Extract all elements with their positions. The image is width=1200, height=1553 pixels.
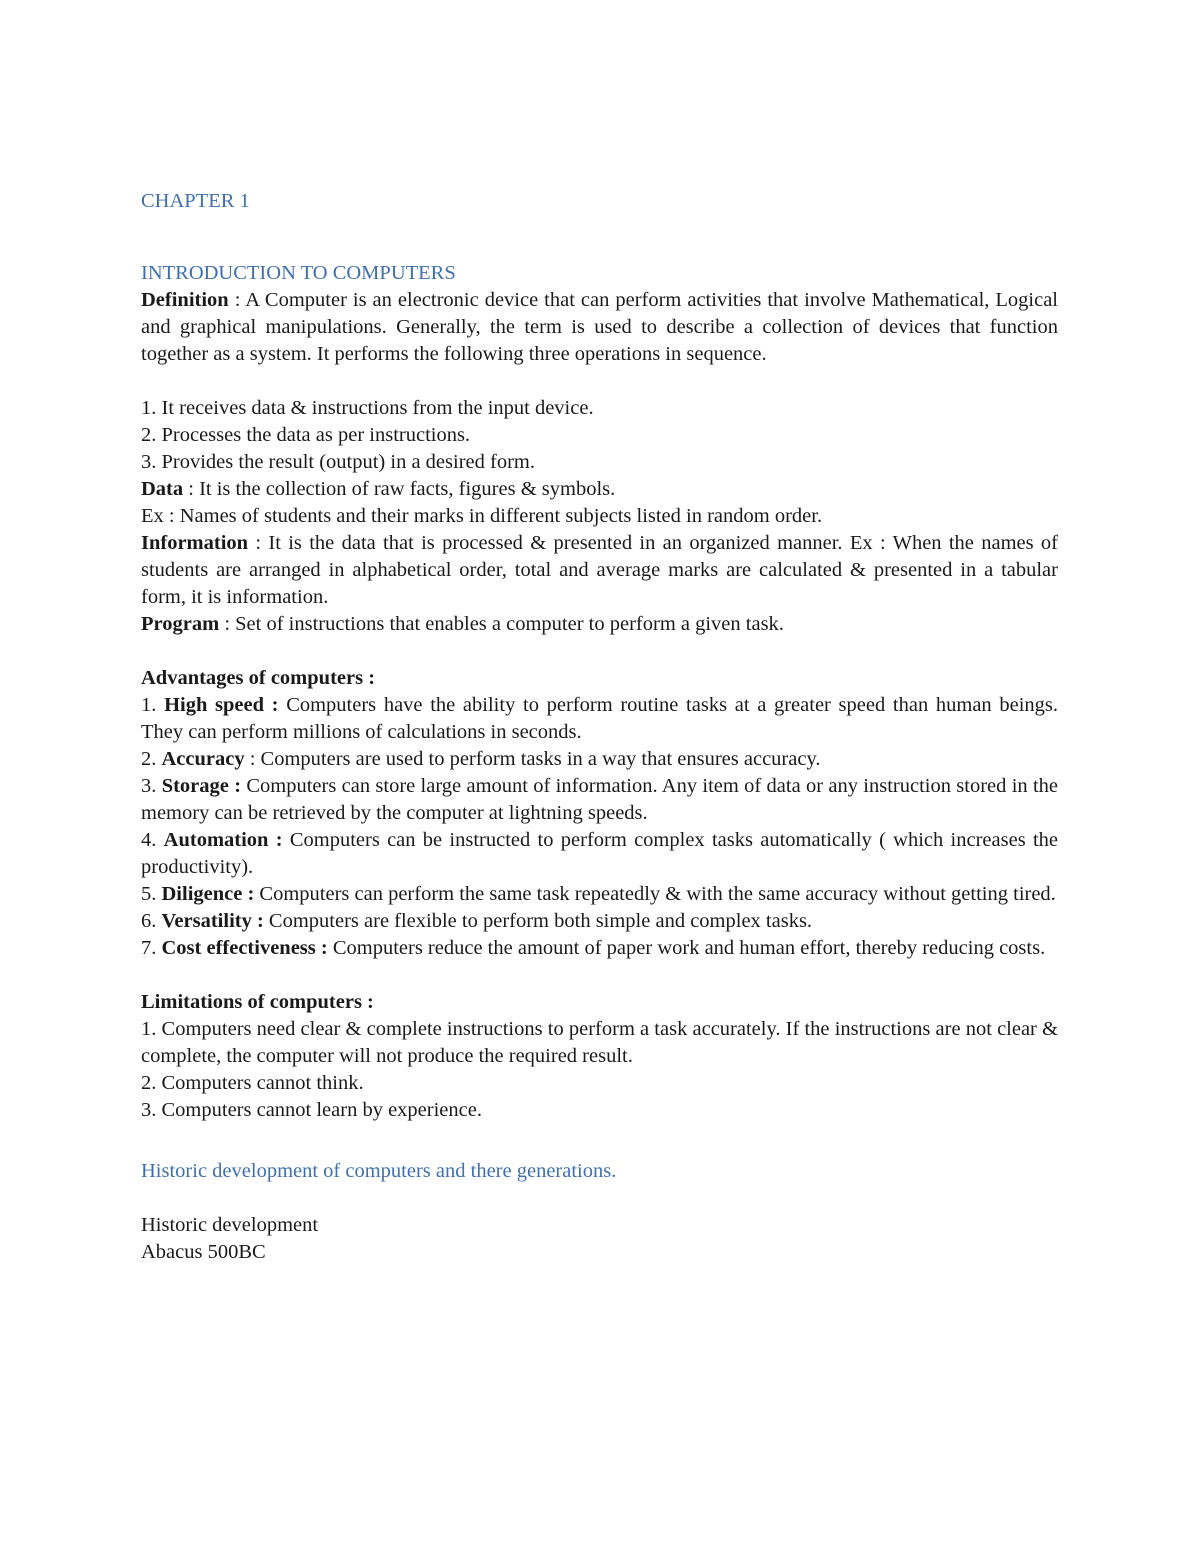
limitations-heading-text: Limitations of computers : — [141, 991, 374, 1013]
page-title: INTRODUCTION TO COMPUTERS — [141, 262, 456, 284]
information-definition — [141, 530, 1058, 611]
limitation-item: 2. Computers cannot think. — [141, 1072, 364, 1094]
information-text: : It is the data that is processed & presented in an organized manner. Ex : When the names of students are arranged in alphabetical order, total and average marks are calculated & presented in a tabular form, it is information. — [141, 532, 1058, 608]
advantage-text: Computers reduce the amount of paper work and human effort, thereby reducing costs. — [327, 937, 1046, 959]
advantage-text: Computers are flexible to perform both simple and complex tasks. — [263, 910, 813, 932]
advantage-item — [141, 692, 1058, 746]
advantage-term: High speed : — [164, 694, 279, 716]
operation-item: 3. Provides the result (output) in a desired form. — [141, 451, 535, 473]
advantages-heading-text: Advantages of computers : — [141, 667, 376, 689]
advantage-term: Diligence : — [161, 883, 255, 905]
advantage-term: Storage : — [161, 775, 242, 797]
advantage-text: : Computers are used to perform tasks in a way that ensures accuracy. — [244, 748, 821, 770]
operation-item: 1. It receives data & instructions from the input device. — [141, 397, 594, 419]
advantage-number: 6. — [141, 910, 162, 932]
history-subheading: Historic development — [141, 1214, 319, 1236]
advantage-text: Computers can perform the same task repeatedly & with the same accuracy without getting tired. — [254, 883, 1056, 905]
advantage-item — [141, 827, 1058, 881]
history-heading: Historic development of computers and there generations. — [141, 1160, 617, 1182]
advantages-heading — [141, 665, 1058, 692]
advantage-item — [141, 908, 1058, 935]
advantage-number: 7. — [141, 937, 162, 959]
data-term: Data — [141, 478, 184, 500]
document-page — [141, 188, 1058, 1266]
data-text: : It is the collection of raw facts, figures & symbols. — [183, 478, 616, 500]
limitation-item: 1. Computers need clear & complete instructions to perform a task accurately. If the instructions are not clear & complete, the computer will not produce the required result. — [141, 1018, 1058, 1067]
data-example: Ex : Names of students and their marks in different subjects listed in random order. — [141, 505, 823, 527]
advantage-item — [141, 773, 1058, 827]
information-term: Information — [141, 532, 249, 554]
advantage-number: 2. — [141, 748, 162, 770]
operation-item: 2. Processes the data as per instructions. — [141, 424, 471, 446]
advantage-item — [141, 935, 1058, 962]
limitations-heading — [141, 989, 1058, 1016]
advantage-number: 1. — [141, 694, 165, 716]
advantage-term: Automation : — [163, 829, 283, 851]
chapter-label: CHAPTER 1 — [141, 190, 250, 212]
advantage-term: Accuracy — [161, 748, 245, 770]
advantage-text: Computers can store large amount of information. Any item of data or any instruction stored in the memory can be retrieved by the computer at lightning speeds. — [141, 775, 1059, 824]
program-term: Program — [141, 613, 220, 635]
advantage-term: Versatility : — [161, 910, 264, 932]
definition-term: Definition — [141, 289, 229, 311]
advantage-term: Cost effectiveness : — [161, 937, 328, 959]
history-item: Abacus 500BC — [141, 1241, 266, 1263]
limitation-item: 3. Computers cannot learn by experience. — [141, 1099, 482, 1121]
advantage-number: 5. — [141, 883, 162, 905]
advantage-item — [141, 881, 1058, 908]
program-definition — [141, 611, 1058, 638]
advantage-text: Computers can be instructed to perform complex tasks automatically ( which increases the productivity). — [141, 829, 1059, 878]
advantage-item — [141, 746, 1058, 773]
advantage-number: 3. — [141, 775, 162, 797]
data-definition — [141, 476, 1058, 503]
program-text: : Set of instructions that enables a computer to perform a given task. — [219, 613, 784, 635]
definition-text: : A Computer is an electronic device that can perform activities that involve Mathematical, Logical and graphical manipulations. Generally, the term is used to describe a collection of devices that function together as a system. It performs the following three operations in sequence. — [141, 289, 1058, 365]
advantage-number: 4. — [141, 829, 164, 851]
advantage-text: Computers have the ability to perform routine tasks at a greater speed than human beings. They can perform millions of calculations in seconds. — [141, 694, 1058, 743]
definition-paragraph — [141, 287, 1058, 368]
